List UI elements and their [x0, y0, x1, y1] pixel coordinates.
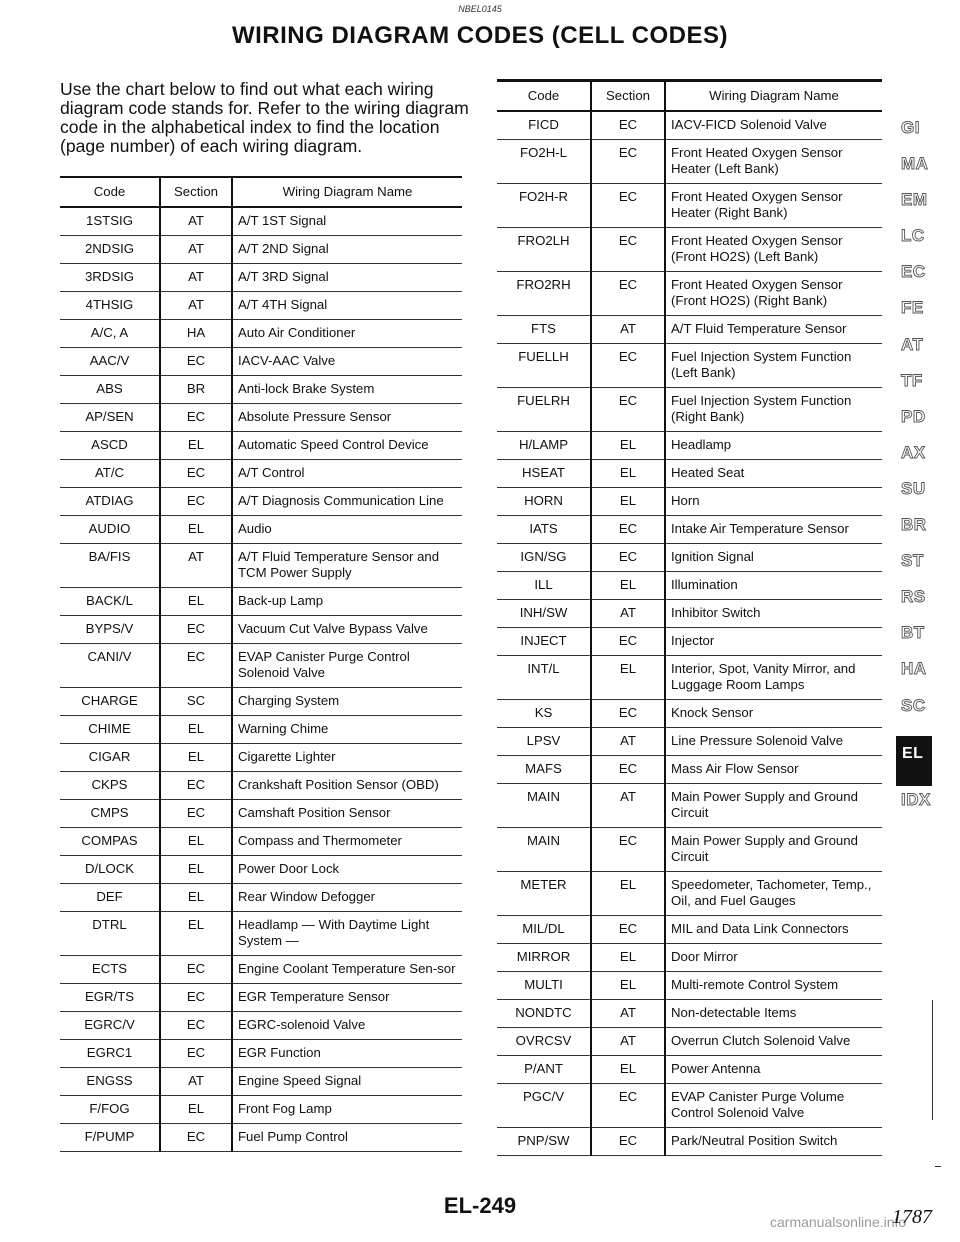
cell-code: CANI/V	[60, 643, 160, 687]
cell-section: AT	[160, 1067, 232, 1095]
cell-code: 4THSIG	[60, 291, 160, 319]
index-tab-ec[interactable]: EC	[901, 262, 926, 282]
cell-section: EL	[591, 459, 665, 487]
cell-name: Back-up Lamp	[232, 587, 462, 615]
index-tab-rs[interactable]: RS	[901, 587, 926, 607]
cell-section: EL	[160, 587, 232, 615]
cell-section: EL	[160, 855, 232, 883]
cell-code: 2NDSIG	[60, 235, 160, 263]
cell-code: 1STSIG	[60, 207, 160, 235]
cell-code: D/LOCK	[60, 855, 160, 883]
cell-section: EC	[591, 755, 665, 783]
cell-code: DEF	[60, 883, 160, 911]
index-tab-bt[interactable]: BT	[901, 623, 925, 643]
table-row	[497, 1083, 882, 1127]
cell-name: Camshaft Position Sensor	[232, 799, 462, 827]
cell-code: PGC/V	[497, 1083, 591, 1127]
cell-section: AT	[160, 291, 232, 319]
cell-name: A/T 3RD Signal	[232, 263, 462, 291]
table-row	[60, 543, 462, 587]
cell-name: Charging System	[232, 687, 462, 715]
header-code: Code	[60, 177, 160, 207]
cell-code: BYPS/V	[60, 615, 160, 643]
cell-name: EVAP Canister Purge Control Solenoid Valve	[232, 643, 462, 687]
cell-name: Headlamp — With Daytime Light System —	[232, 911, 462, 955]
table-row	[60, 375, 462, 403]
cell-code: INJECT	[497, 627, 591, 655]
cell-name: Speedometer, Tachometer, Temp., Oil, and Fuel Gauges	[665, 871, 882, 915]
cell-name: Automatic Speed Control Device	[232, 431, 462, 459]
cell-code: INH/SW	[497, 599, 591, 627]
document-id: NBEL0145	[458, 4, 502, 14]
cell-code: FRO2LH	[497, 227, 591, 271]
table-row	[60, 615, 462, 643]
cell-section: EC	[160, 615, 232, 643]
cell-name: A/T 1ST Signal	[232, 207, 462, 235]
cell-section: EL	[591, 487, 665, 515]
cell-section: EC	[160, 347, 232, 375]
cell-code: EGRC/V	[60, 1011, 160, 1039]
cell-section: EL	[591, 571, 665, 599]
cell-code: F/PUMP	[60, 1123, 160, 1151]
table-row	[497, 627, 882, 655]
table-row	[60, 955, 462, 983]
cell-name: Intake Air Temperature Sensor	[665, 515, 882, 543]
cell-code: MIRROR	[497, 943, 591, 971]
cell-section: EC	[591, 543, 665, 571]
header-section: Section	[160, 177, 232, 207]
index-tab-sc[interactable]: SC	[901, 695, 926, 715]
cell-name: Illumination	[665, 571, 882, 599]
tab-divider-line	[932, 1000, 933, 1120]
index-tab-at[interactable]: AT	[901, 334, 924, 354]
table-row	[497, 271, 882, 315]
cell-code: CMPS	[60, 799, 160, 827]
index-tab-pd[interactable]: PD	[901, 406, 926, 426]
table-body-right	[497, 111, 882, 1155]
cell-code: FICD	[497, 111, 591, 139]
cell-code: EGR/TS	[60, 983, 160, 1011]
cell-name: Front Heated Oxygen Sensor Heater (Left Bank)	[665, 139, 882, 183]
cell-name: EGRC-solenoid Valve	[232, 1011, 462, 1039]
cell-section: EC	[160, 1011, 232, 1039]
cell-section: AT	[591, 315, 665, 343]
table-row	[497, 343, 882, 387]
table-row	[60, 1011, 462, 1039]
table-row	[60, 643, 462, 687]
table-row	[60, 515, 462, 543]
cell-section: AT	[160, 207, 232, 235]
index-tab-em[interactable]: EM	[901, 190, 928, 210]
cell-section: EL	[160, 431, 232, 459]
cell-name: Fuel Injection System Function (Right Bank)	[665, 387, 882, 431]
cell-name: Park/Neutral Position Switch	[665, 1127, 882, 1155]
cell-name: Front Heated Oxygen Sensor (Front HO2S) (Right Bank)	[665, 271, 882, 315]
cell-name: Front Fog Lamp	[232, 1095, 462, 1123]
cell-section: AT	[591, 999, 665, 1027]
cell-section: EC	[591, 343, 665, 387]
cell-section: EC	[591, 227, 665, 271]
table-row	[497, 1127, 882, 1155]
cell-code: CIGAR	[60, 743, 160, 771]
table-row	[60, 827, 462, 855]
cell-name: Injector	[665, 627, 882, 655]
table-row	[497, 971, 882, 999]
table-row	[60, 403, 462, 431]
cell-section: EC	[591, 699, 665, 727]
cell-section: EC	[160, 983, 232, 1011]
cell-name: Ignition Signal	[665, 543, 882, 571]
cell-code: ASCD	[60, 431, 160, 459]
cell-name: A/T 2ND Signal	[232, 235, 462, 263]
table-row	[497, 431, 882, 459]
cell-section: EL	[591, 431, 665, 459]
cell-section: EC	[160, 403, 232, 431]
cell-name: Absolute Pressure Sensor	[232, 403, 462, 431]
table-row	[497, 871, 882, 915]
cell-code: IATS	[497, 515, 591, 543]
wiring-code-table-left	[60, 176, 462, 1152]
cell-section: EL	[160, 515, 232, 543]
cell-code: OVRCSV	[497, 1027, 591, 1055]
cell-code: FUELLH	[497, 343, 591, 387]
cell-section: EC	[160, 799, 232, 827]
cell-code: FTS	[497, 315, 591, 343]
cell-name: EGR Function	[232, 1039, 462, 1067]
table-row	[497, 727, 882, 755]
table-row	[497, 139, 882, 183]
cell-section: EL	[591, 943, 665, 971]
cell-name: A/T Fluid Temperature Sensor and TCM Power Supply	[232, 543, 462, 587]
table-row	[497, 515, 882, 543]
wiring-code-table-right	[497, 79, 882, 1156]
cell-section: EC	[591, 915, 665, 943]
table-row	[60, 983, 462, 1011]
cell-code: F/FOG	[60, 1095, 160, 1123]
page-title: WIRING DIAGRAM CODES (CELL CODES)	[231, 22, 729, 49]
cell-name: Headlamp	[665, 431, 882, 459]
cell-code: EGRC1	[60, 1039, 160, 1067]
cell-section: EC	[591, 515, 665, 543]
cell-code: INT/L	[497, 655, 591, 699]
table-body-left	[60, 207, 462, 1151]
index-tab-br[interactable]: BR	[901, 515, 927, 535]
cell-name: A/T 4TH Signal	[232, 291, 462, 319]
cell-name: Engine Speed Signal	[232, 1067, 462, 1095]
cell-code: MAFS	[497, 755, 591, 783]
table-row	[497, 655, 882, 699]
cell-name: Cigarette Lighter	[232, 743, 462, 771]
cell-name: Line Pressure Solenoid Valve	[665, 727, 882, 755]
cell-section: EL	[160, 715, 232, 743]
cell-code: BA/FIS	[60, 543, 160, 587]
cell-code: LPSV	[497, 727, 591, 755]
cell-code: NONDTC	[497, 999, 591, 1027]
cell-code: KS	[497, 699, 591, 727]
cell-section: EC	[160, 771, 232, 799]
cell-name: Power Antenna	[665, 1055, 882, 1083]
cell-section: EL	[591, 971, 665, 999]
cell-name: Front Heated Oxygen Sensor (Front HO2S) (Left Bank)	[665, 227, 882, 271]
cell-code: AP/SEN	[60, 403, 160, 431]
table-row	[497, 315, 882, 343]
cell-name: Inhibitor Switch	[665, 599, 882, 627]
cell-section: EC	[160, 459, 232, 487]
table-row	[497, 111, 882, 139]
cell-section: EL	[591, 1055, 665, 1083]
cell-code: HSEAT	[497, 459, 591, 487]
table-row	[497, 943, 882, 971]
cell-section: EL	[591, 655, 665, 699]
cell-code: METER	[497, 871, 591, 915]
cell-name: EVAP Canister Purge Volume Control Solenoid Valve	[665, 1083, 882, 1127]
cell-name: IACV-FICD Solenoid Valve	[665, 111, 882, 139]
table-row	[497, 387, 882, 431]
cell-section: AT	[160, 235, 232, 263]
table-header-row	[60, 177, 462, 207]
cell-name: Auto Air Conditioner	[232, 319, 462, 347]
cell-section: EL	[160, 1095, 232, 1123]
table-row	[60, 743, 462, 771]
cell-name: Knock Sensor	[665, 699, 882, 727]
cell-code: ABS	[60, 375, 160, 403]
cell-name: A/T Control	[232, 459, 462, 487]
table-row	[60, 431, 462, 459]
cell-code: AUDIO	[60, 515, 160, 543]
cell-code: IGN/SG	[497, 543, 591, 571]
table-row	[60, 911, 462, 955]
table-row	[60, 235, 462, 263]
cell-name: Engine Coolant Temperature Sen-sor	[232, 955, 462, 983]
table-header-row	[497, 81, 882, 112]
margin-dash	[935, 1166, 941, 1167]
table-row	[60, 771, 462, 799]
table-row	[497, 999, 882, 1027]
header-name: Wiring Diagram Name	[232, 177, 462, 207]
table-row	[60, 883, 462, 911]
cell-section: EC	[160, 955, 232, 983]
table-row	[497, 543, 882, 571]
cell-section: SC	[160, 687, 232, 715]
cell-name: Audio	[232, 515, 462, 543]
cell-section: EC	[591, 1083, 665, 1127]
cell-name: Fuel Pump Control	[232, 1123, 462, 1151]
cell-section: AT	[591, 1027, 665, 1055]
index-tab-tf[interactable]: TF	[901, 370, 923, 390]
index-tab-el[interactable]: EL	[896, 736, 932, 786]
cell-name: Overrun Clutch Solenoid Valve	[665, 1027, 882, 1055]
cell-code: PNP/SW	[497, 1127, 591, 1155]
cell-section: AT	[160, 543, 232, 587]
cell-code: 3RDSIG	[60, 263, 160, 291]
cell-name: Interior, Spot, Vanity Mirror, and Luggage Room Lamps	[665, 655, 882, 699]
table-row	[60, 855, 462, 883]
index-tab-st[interactable]: ST	[901, 551, 924, 571]
cell-name: Mass Air Flow Sensor	[665, 755, 882, 783]
cell-code: FO2H-R	[497, 183, 591, 227]
table-row	[497, 183, 882, 227]
cell-code: MAIN	[497, 783, 591, 827]
cell-section: AT	[591, 599, 665, 627]
cell-code: A/C, A	[60, 319, 160, 347]
cell-code: ENGSS	[60, 1067, 160, 1095]
cell-code: ILL	[497, 571, 591, 599]
cell-section: EC	[160, 1039, 232, 1067]
cell-section: EC	[591, 111, 665, 139]
cell-code: FUELRH	[497, 387, 591, 431]
cell-code: P/ANT	[497, 1055, 591, 1083]
cell-code: COMPAS	[60, 827, 160, 855]
cell-section: EC	[160, 487, 232, 515]
cell-name: Vacuum Cut Valve Bypass Valve	[232, 615, 462, 643]
index-tab-idx[interactable]: IDX	[901, 789, 931, 809]
table-row	[497, 1027, 882, 1055]
watermark-text: carmanualsonline.info	[770, 1214, 907, 1230]
cell-name: EGR Temperature Sensor	[232, 983, 462, 1011]
cell-section: EL	[160, 743, 232, 771]
cell-code: DTRL	[60, 911, 160, 955]
cell-section: EC	[591, 271, 665, 315]
cell-name: Compass and Thermometer	[232, 827, 462, 855]
cell-name: Crankshaft Position Sensor (OBD)	[232, 771, 462, 799]
cell-name: Non-detectable Items	[665, 999, 882, 1027]
cell-code: CHARGE	[60, 687, 160, 715]
table-row	[60, 799, 462, 827]
table-row	[497, 459, 882, 487]
cell-code: FRO2RH	[497, 271, 591, 315]
cell-code: MAIN	[497, 827, 591, 871]
cell-code: CKPS	[60, 771, 160, 799]
cell-section: BR	[160, 375, 232, 403]
table-row	[497, 699, 882, 727]
cell-section: EC	[591, 139, 665, 183]
cell-code: FO2H-L	[497, 139, 591, 183]
cell-code: AT/C	[60, 459, 160, 487]
index-tab-fe[interactable]: FE	[901, 298, 924, 318]
cell-name: Warning Chime	[232, 715, 462, 743]
index-tab-ma[interactable]: MA	[901, 154, 929, 174]
header-name: Wiring Diagram Name	[665, 81, 882, 112]
table-row	[497, 599, 882, 627]
cell-name: A/T Diagnosis Communication Line	[232, 487, 462, 515]
cell-name: A/T Fluid Temperature Sensor	[665, 315, 882, 343]
index-tab-ax[interactable]: AX	[901, 442, 926, 462]
cell-section: EC	[591, 1127, 665, 1155]
intro-paragraph: Use the chart below to find out what each wiring diagram code stands for. Refer to the wiring diagram code in the alphabetical index to find the location (page number) of each wiring diagram.	[60, 79, 469, 156]
table-row	[60, 459, 462, 487]
cell-name: Heated Seat	[665, 459, 882, 487]
cell-section: AT	[591, 727, 665, 755]
index-tab-su[interactable]: SU	[901, 478, 926, 498]
table-row	[60, 207, 462, 235]
cell-code: MIL/DL	[497, 915, 591, 943]
table-row	[60, 263, 462, 291]
cell-code: CHIME	[60, 715, 160, 743]
cell-code: AAC/V	[60, 347, 160, 375]
cell-code: ECTS	[60, 955, 160, 983]
table-row	[497, 227, 882, 271]
cell-section: EC	[160, 643, 232, 687]
cell-section: EL	[591, 871, 665, 915]
cell-code: H/LAMP	[497, 431, 591, 459]
cell-name: Fuel Injection System Function (Left Bank)	[665, 343, 882, 387]
index-tab-ha[interactable]: HA	[901, 659, 927, 679]
table-row	[497, 915, 882, 943]
table-row	[60, 1123, 462, 1151]
table-row	[60, 687, 462, 715]
table-row	[60, 1039, 462, 1067]
cell-code: ATDIAG	[60, 487, 160, 515]
cell-name: Multi-remote Control System	[665, 971, 882, 999]
cell-section: AT	[591, 783, 665, 827]
table-row	[497, 487, 882, 515]
table-row	[60, 319, 462, 347]
sheet-number: 1787	[892, 1206, 932, 1228]
table-row	[497, 827, 882, 871]
cell-name: Horn	[665, 487, 882, 515]
cell-name: Power Door Lock	[232, 855, 462, 883]
cell-section: EL	[160, 827, 232, 855]
table-row	[497, 571, 882, 599]
cell-section: EC	[591, 183, 665, 227]
header-code: Code	[497, 81, 591, 112]
index-tab-gi[interactable]: GI	[901, 118, 920, 137]
table-row	[497, 1055, 882, 1083]
table-row	[60, 1095, 462, 1123]
table-row	[60, 347, 462, 375]
cell-name: Main Power Supply and Ground Circuit	[665, 783, 882, 827]
table-row	[60, 291, 462, 319]
cell-name: MIL and Data Link Connectors	[665, 915, 882, 943]
cell-section: EC	[591, 627, 665, 655]
cell-name: Anti-lock Brake System	[232, 375, 462, 403]
section-index-tabs	[896, 118, 936, 826]
table-row	[60, 487, 462, 515]
cell-section: EC	[160, 1123, 232, 1151]
cell-section: HA	[160, 319, 232, 347]
table-row	[60, 587, 462, 615]
cell-name: Front Heated Oxygen Sensor Heater (Right Bank)	[665, 183, 882, 227]
cell-name: IACV-AAC Valve	[232, 347, 462, 375]
cell-name: Main Power Supply and Ground Circuit	[665, 827, 882, 871]
table-row	[497, 783, 882, 827]
cell-code: BACK/L	[60, 587, 160, 615]
cell-section: AT	[160, 263, 232, 291]
table-row	[497, 755, 882, 783]
cell-section: EC	[591, 827, 665, 871]
cell-code: MULTI	[497, 971, 591, 999]
index-tab-lc[interactable]: LC	[901, 226, 925, 246]
cell-name: Door Mirror	[665, 943, 882, 971]
table-row	[60, 1067, 462, 1095]
cell-name: Rear Window Defogger	[232, 883, 462, 911]
cell-section: EL	[160, 911, 232, 955]
header-section: Section	[591, 81, 665, 112]
page-number: EL-249	[443, 1193, 517, 1218]
cell-section: EC	[591, 387, 665, 431]
table-row	[60, 715, 462, 743]
cell-section: EL	[160, 883, 232, 911]
cell-code: HORN	[497, 487, 591, 515]
